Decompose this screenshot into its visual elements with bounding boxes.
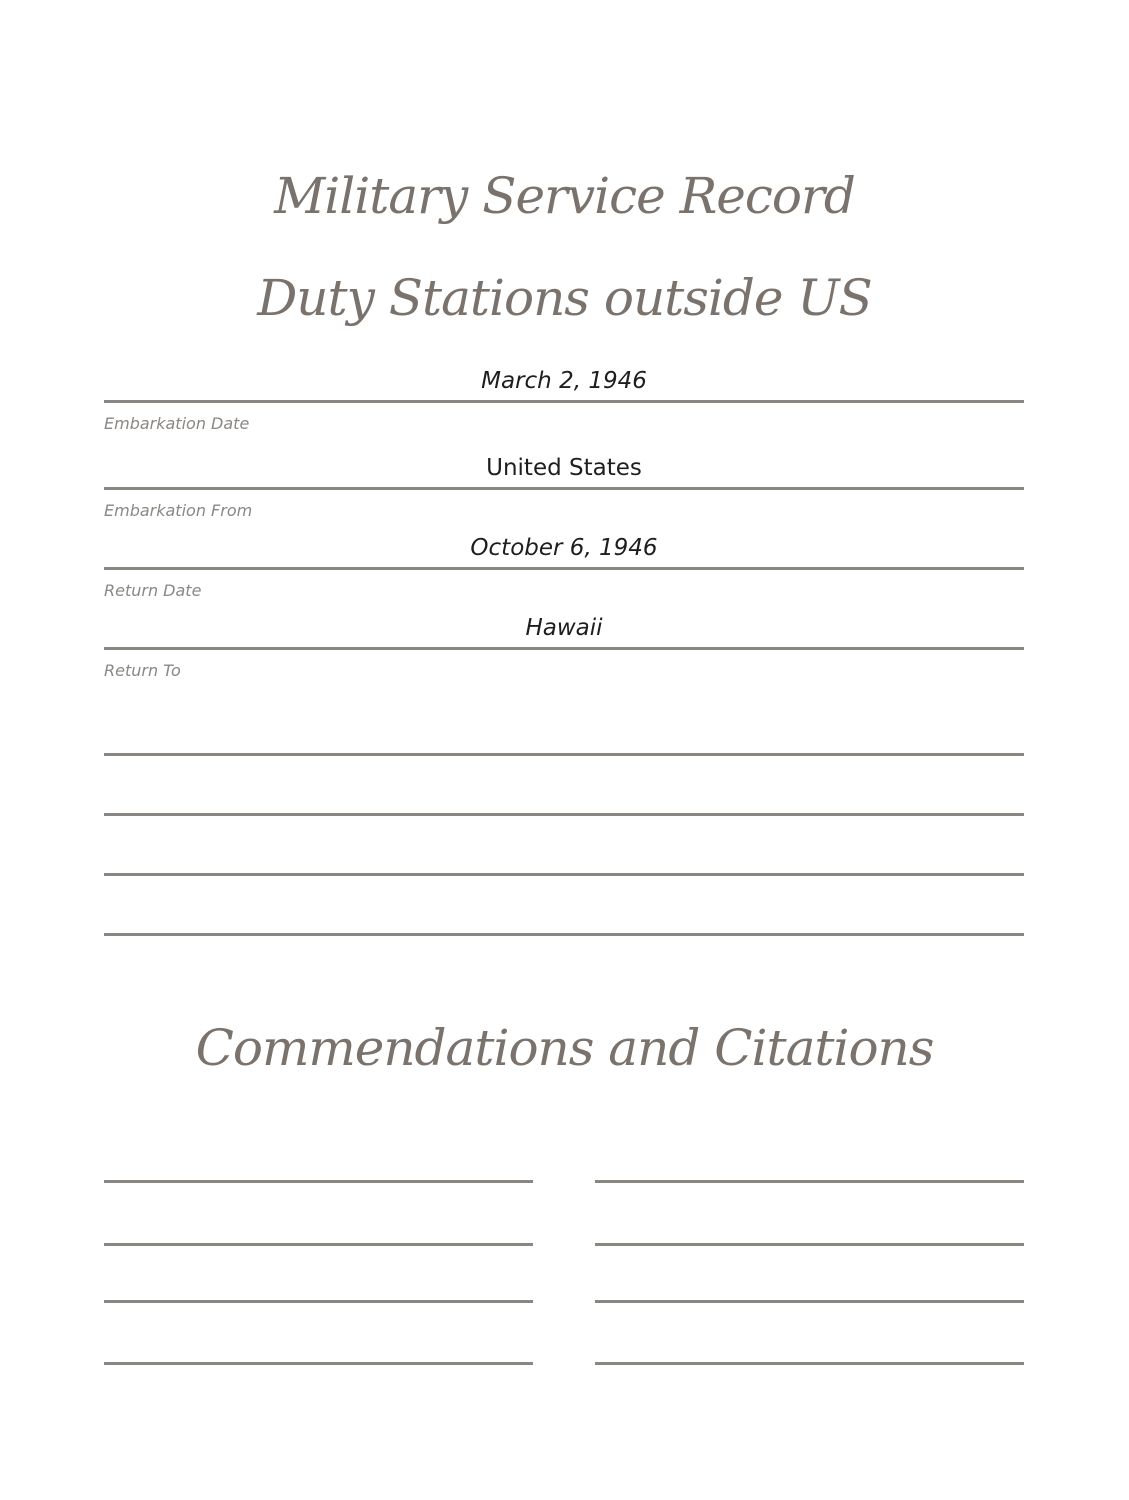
commendations-heading: Commendations and Citations [195,1019,934,1077]
return-to-label: Return To [104,661,181,680]
return-date-label: Return Date [104,581,202,600]
embarkation-date-value[interactable]: March 2, 1946 [481,368,647,394]
embarkation-from-label: Embarkation From [104,501,253,520]
blank-writing-line[interactable] [104,753,1024,756]
return-to-line [104,647,1024,650]
embarkation-from-line [104,487,1024,490]
commendation-line-right[interactable] [595,1362,1024,1365]
commendation-line-left[interactable] [104,1362,533,1365]
return-to-value[interactable]: Hawaii [525,615,603,641]
embarkation-date-line [104,400,1024,403]
embarkation-date-label: Embarkation Date [104,414,250,433]
return-date-value[interactable]: October 6, 1946 [470,535,658,561]
commendation-line-left[interactable] [104,1300,533,1303]
commendation-line-left[interactable] [104,1243,533,1246]
commendation-line-right[interactable] [595,1180,1024,1183]
return-date-line [104,567,1024,570]
duty-stations-heading: Duty Stations outside US [257,269,872,327]
blank-writing-line[interactable] [104,813,1024,816]
blank-writing-line[interactable] [104,933,1024,936]
blank-writing-line[interactable] [104,873,1024,876]
commendation-line-right[interactable] [595,1243,1024,1246]
commendation-line-left[interactable] [104,1180,533,1183]
embarkation-from-value[interactable]: United States [486,455,642,481]
page-title: Military Service Record [274,167,855,225]
commendation-line-right[interactable] [595,1300,1024,1303]
